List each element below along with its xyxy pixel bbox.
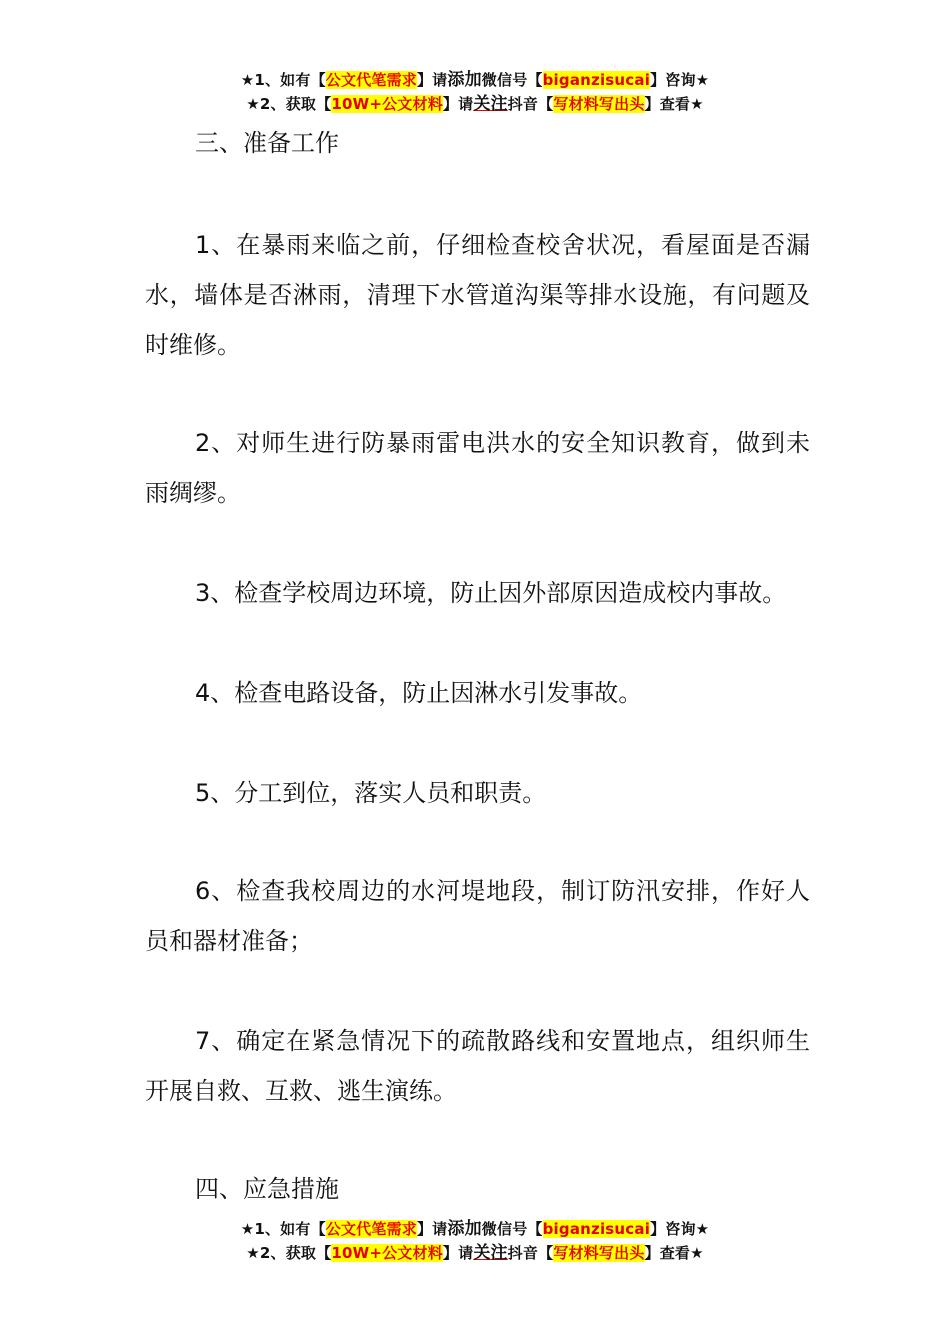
- list-item: 1、在暴雨来临之前，仔细检查校舍状况，看屋面是否漏水，墙体是否淋雨，清理下水管道沟渠等排水设施，有问题及时维修。: [145, 231, 810, 359]
- banner-line-1: [0, 1217, 950, 1241]
- banner-text: ★1、如有【: [240, 71, 326, 89]
- banner-emphasis: 添加: [447, 70, 482, 90]
- banner-text: 】查看★: [644, 95, 704, 113]
- banner-text: 】请: [416, 71, 448, 89]
- banner-line-1: [0, 68, 950, 92]
- banner-highlight: 10W+公文材料: [331, 1244, 443, 1262]
- banner-highlight: 公文代笔需求: [325, 1220, 417, 1238]
- banner-highlight: 10W+公文材料: [331, 95, 443, 113]
- banner-emphasis: 关注: [473, 1243, 508, 1263]
- top-banner: [0, 68, 950, 116]
- banner-text: ★2、获取【: [246, 1244, 332, 1262]
- banner-text: 】查看★: [644, 1244, 704, 1262]
- list-item: 2、对师生进行防暴雨雷电洪水的安全知识教育，做到未雨绸缪。: [145, 429, 810, 507]
- banner-text: 微信号【: [481, 71, 543, 89]
- section-heading: 四、应急措施: [195, 1175, 339, 1203]
- banner-emphasis: 关注: [473, 94, 508, 114]
- banner-text: 】请: [416, 1220, 448, 1238]
- banner-text: ★2、获取【: [246, 95, 332, 113]
- banner-emphasis: 添加: [447, 1219, 482, 1239]
- list-item: 5、分工到位，落实人员和职责。: [195, 779, 547, 807]
- list-item: 7、确定在紧急情况下的疏散路线和安置地点，组织师生开展自救、互救、逃生演练。: [145, 1027, 810, 1105]
- banner-douyin-id: 写材料写出头: [553, 95, 645, 113]
- list-item: 6、检查我校周边的水河堤地段，制订防汛安排，作好人员和器材准备；: [145, 877, 810, 955]
- banner-line-2: [0, 92, 950, 116]
- banner-highlight: 公文代笔需求: [325, 71, 417, 89]
- list-item: 4、检查电路设备，防止因淋水引发事故。: [195, 679, 643, 707]
- banner-text: 】请: [442, 1244, 474, 1262]
- banner-line-2: [0, 1241, 950, 1265]
- list-item: 3、检查学校周边环境，防止因外部原因造成校内事故。: [195, 579, 787, 607]
- banner-text: 抖音【: [507, 1244, 554, 1262]
- banner-text: 微信号【: [481, 1220, 543, 1238]
- banner-text: 抖音【: [507, 95, 554, 113]
- banner-wechat-id: biganzisucai: [542, 1220, 651, 1238]
- bottom-banner: [0, 1217, 950, 1265]
- banner-wechat-id: biganzisucai: [542, 71, 651, 89]
- banner-text: 】咨询★: [650, 71, 710, 89]
- banner-text: 】咨询★: [650, 1220, 710, 1238]
- section-heading: 三、准备工作: [195, 129, 339, 157]
- banner-text: ★1、如有【: [240, 1220, 326, 1238]
- banner-text: 】请: [442, 95, 474, 113]
- banner-douyin-id: 写材料写出头: [553, 1244, 645, 1262]
